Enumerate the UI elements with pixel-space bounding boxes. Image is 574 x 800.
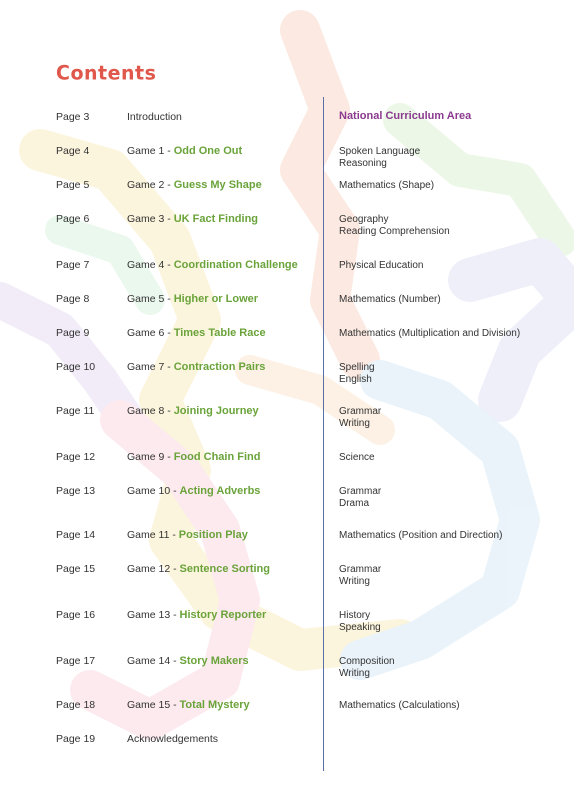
- game-title: Higher or Lower: [173, 293, 259, 305]
- curriculum-area-line: Reading Comprehension: [339, 225, 450, 237]
- curriculum-area-line: Mathematics (Calculations): [339, 700, 460, 711]
- contents-entry: [127, 405, 259, 417]
- curriculum-area: [339, 452, 375, 464]
- curriculum-area-heading: National Curriculum Area: [339, 110, 472, 122]
- contents-entry: [127, 179, 262, 191]
- contents-entry: [127, 451, 260, 463]
- contents-entry: [127, 485, 260, 497]
- contents-entry: [127, 111, 182, 123]
- curriculum-area: [339, 486, 381, 509]
- page-number: Page 11: [56, 405, 95, 417]
- curriculum-area-line: Mathematics (Multiplication and Division): [339, 328, 521, 339]
- entry-prefix: Game 7 -: [127, 361, 174, 373]
- page-number: Page 13: [56, 485, 96, 497]
- curriculum-area: [339, 362, 375, 385]
- page-number: Page 8: [56, 293, 90, 305]
- entry-prefix: Game 15 -: [127, 699, 180, 711]
- game-title: Food Chain Find: [173, 451, 261, 463]
- contents-entry: [127, 213, 258, 225]
- curriculum-area: [339, 656, 395, 679]
- page-number: Page 12: [56, 451, 96, 463]
- entry-prefix: Game 1 -: [127, 145, 174, 157]
- game-title: Coordination Challenge: [173, 259, 298, 271]
- contents-entry: [127, 699, 250, 711]
- game-title: UK Fact Finding: [173, 213, 259, 225]
- curriculum-area: [339, 328, 520, 340]
- entry-prefix: Introduction: [127, 111, 182, 123]
- curriculum-area-line: Spoken Language: [339, 146, 421, 157]
- curriculum-area: [339, 610, 381, 633]
- curriculum-area-line: English: [339, 373, 372, 385]
- curriculum-area-line: Writing: [339, 667, 370, 679]
- game-title: Position Play: [178, 529, 248, 541]
- page-number: Page 4: [56, 145, 90, 157]
- game-title: Contraction Pairs: [173, 361, 266, 373]
- curriculum-area: [339, 294, 441, 306]
- curriculum-area-line: Writing: [339, 417, 370, 429]
- game-title: Odd One Out: [173, 145, 243, 157]
- page-number: Page 18: [56, 699, 96, 711]
- page-title: Contents: [56, 61, 157, 85]
- page-number: Page 17: [56, 655, 96, 667]
- page-number: Page 15: [56, 563, 96, 575]
- contents-entry: [127, 563, 270, 575]
- contents-entry: [127, 361, 265, 373]
- curriculum-area-line: Mathematics (Shape): [339, 180, 435, 191]
- curriculum-area-line: Reasoning: [339, 157, 387, 169]
- game-title: Joining Journey: [173, 405, 259, 417]
- contents-entry: [127, 655, 249, 667]
- curriculum-area-line: Physical Education: [339, 260, 424, 271]
- contents-entry: [127, 609, 266, 621]
- entry-prefix: Game 11 -: [127, 529, 179, 541]
- curriculum-area: [339, 260, 424, 272]
- curriculum-area-line: Mathematics (Number): [339, 294, 441, 305]
- entry-prefix: Game 8 -: [127, 405, 174, 417]
- curriculum-area: [339, 180, 434, 192]
- page-number: Page 16: [56, 609, 96, 621]
- contents-entry: [127, 529, 248, 541]
- entry-prefix: Game 3 -: [127, 213, 174, 225]
- page-number: Page 5: [56, 179, 90, 191]
- page-number: Page 19: [56, 733, 96, 745]
- curriculum-area: [339, 530, 502, 542]
- curriculum-area-line: Grammar: [339, 406, 382, 417]
- column-divider: [323, 97, 324, 771]
- page-number: Page 10: [56, 361, 96, 373]
- game-title: Guess My Shape: [173, 179, 262, 191]
- game-title: Times Table Race: [173, 327, 266, 339]
- entry-prefix: Game 10 -: [127, 485, 180, 497]
- contents-entry: [127, 733, 218, 745]
- entry-prefix: Acknowledgements: [127, 733, 219, 745]
- curriculum-area-line: Speaking: [339, 621, 381, 633]
- contents-entry: [127, 327, 266, 339]
- entry-prefix: Game 13 -: [127, 609, 180, 621]
- page-number: Page 14: [56, 529, 96, 541]
- entry-prefix: Game 5 -: [127, 293, 174, 305]
- game-title: Total Mystery: [179, 699, 250, 711]
- curriculum-area-line: Grammar: [339, 486, 382, 497]
- curriculum-area: [339, 700, 460, 712]
- game-title: Sentence Sorting: [179, 563, 270, 575]
- curriculum-area-line: Geography: [339, 214, 389, 225]
- contents-entry: [127, 293, 258, 305]
- entry-prefix: Game 14 -: [127, 655, 180, 667]
- curriculum-area: [339, 146, 420, 169]
- curriculum-area: [339, 214, 450, 237]
- page-number: Page 3: [56, 111, 90, 123]
- curriculum-area-line: Composition: [339, 656, 395, 667]
- curriculum-area: [339, 564, 381, 587]
- game-title: History Reporter: [179, 609, 267, 621]
- curriculum-area-line: Mathematics (Position and Direction): [339, 530, 503, 541]
- curriculum-area: [339, 406, 381, 429]
- game-title: Acting Adverbs: [179, 485, 261, 497]
- entry-prefix: Game 2 -: [127, 179, 174, 191]
- page-number: Page 9: [56, 327, 90, 339]
- curriculum-area-line: Grammar: [339, 564, 382, 575]
- entry-prefix: Game 9 -: [127, 451, 174, 463]
- entry-prefix: Game 6 -: [127, 327, 174, 339]
- curriculum-area-line: Drama: [339, 497, 370, 509]
- entry-prefix: Game 4 -: [127, 259, 174, 271]
- contents-entry: [127, 259, 298, 271]
- page-number: Page 7: [56, 259, 90, 271]
- curriculum-area-line: Writing: [339, 575, 370, 587]
- entry-prefix: Game 12 -: [127, 563, 180, 575]
- curriculum-area-line: Science: [339, 452, 375, 463]
- curriculum-area-line: History: [339, 610, 371, 621]
- game-title: Story Makers: [179, 655, 249, 667]
- contents-entry: [127, 145, 242, 157]
- curriculum-area-line: Spelling: [339, 362, 375, 373]
- page-number: Page 6: [56, 213, 90, 225]
